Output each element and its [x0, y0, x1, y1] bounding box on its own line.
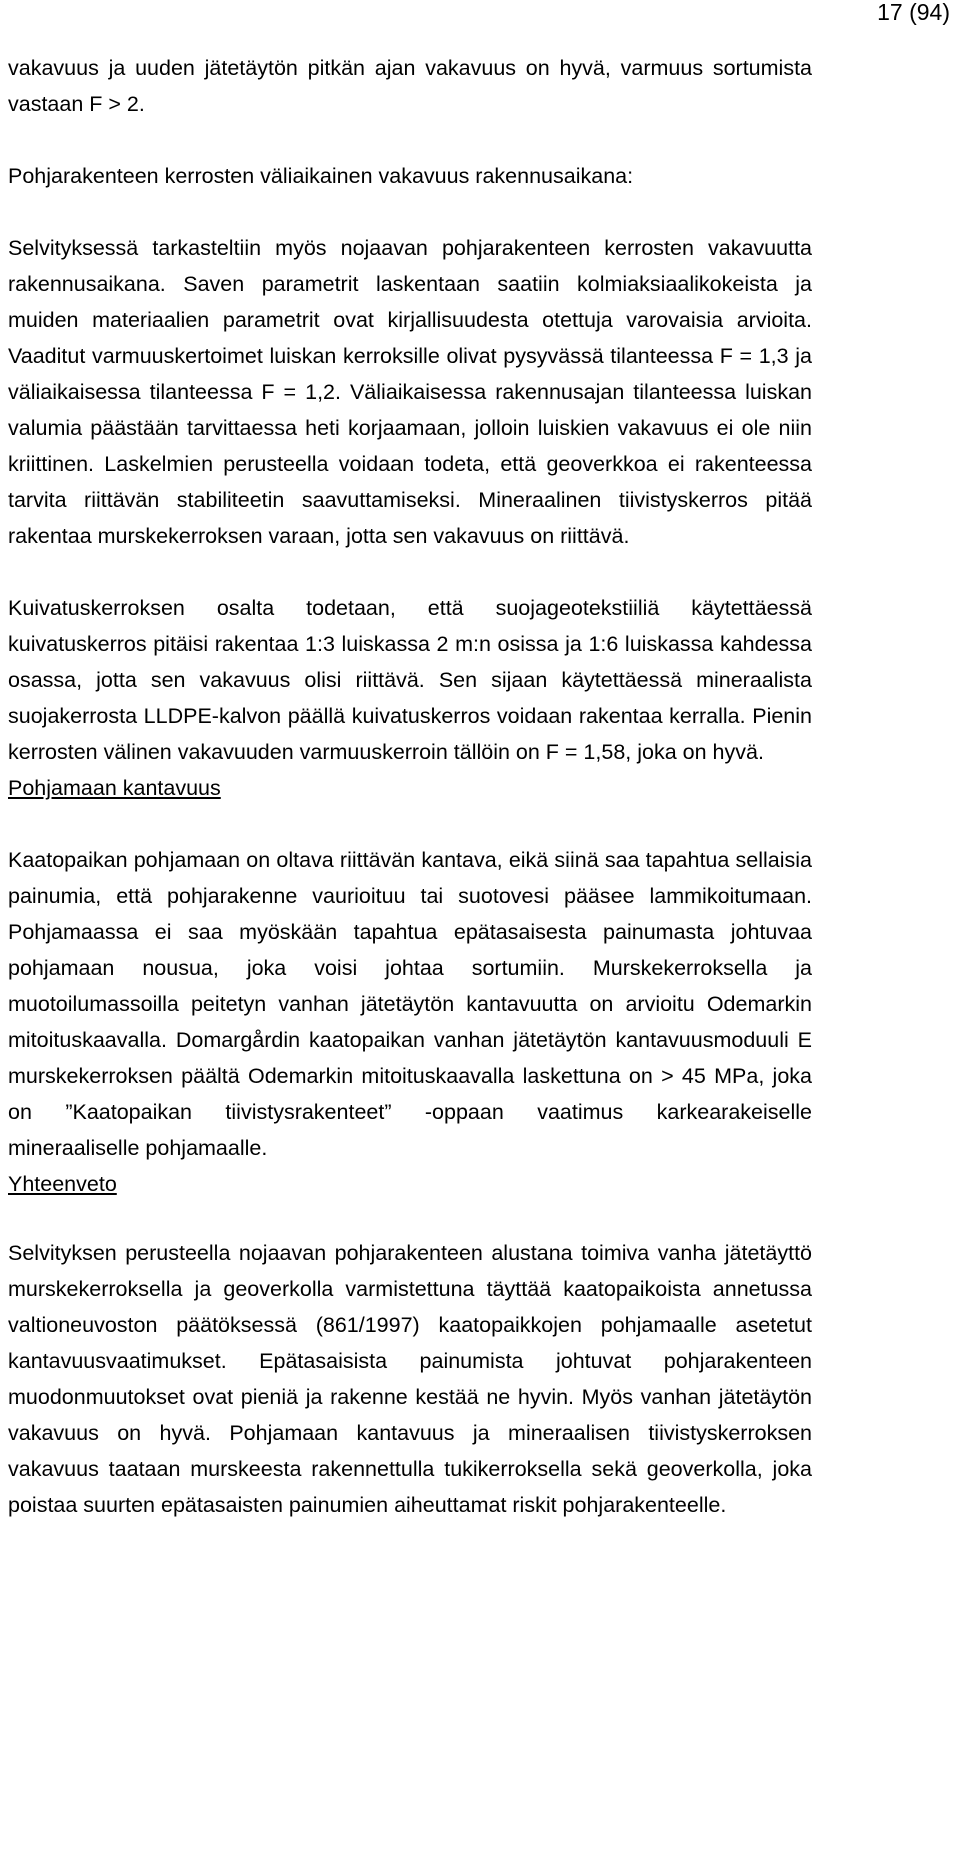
heading-summary: Yhteenveto [8, 1172, 117, 1196]
paragraph-stability-continuation: vakavuus ja uuden jätetäytön pitkän ajan vakavuus on hyvä, varmuus sortumista vastaan F > 2. [8, 56, 812, 116]
paragraph-summary: Selvityksen perusteella nojaavan pohjarakenteen alustana toimiva vanha jätetäyttö murskekerroksella ja geoverkolla varmistettuna täyttää kaatopaikoista annetussa valtioneuvoston päätöksessä (861/1997) kaatopaikkojen pohjamaalle asetetut kantavuusvaatimukset. Epätasaisista painumista johtuvat pohjarakenteen muodonmuutokset ovat pieniä ja rakenne kestää ne hyvin. Myös vanhan jätetäytön vakavuus on hyvä. Pohjamaan kantavuus ja mineraalisen tiivistyskerroksen vakavuus taataan murskeesta rakennettulla tukikerroksella sekä geoverkolla, joka poistaa suurten epätasaisten painumien aiheuttamat riskit pohjarakenteelle. [8, 1241, 812, 1517]
paragraph-drainage-layer: Kuivatuskerroksen osalta todetaan, että suojageotekstiiliä käytettäessä kuivatuskerros pitäisi rakentaa 1:3 luiskassa 2 m:n osissa ja 1:6 luiskassa kahdessa osassa, jotta sen vakavuus olisi riittävä. Sen sijaan käytettäessä mineraalista suojakerrosta LLDPE-kalvon päällä kuivatuskerros voidaan rakentaa kerralla. Pienin kerrosten välinen vakavuuden varmuuskerroin tällöin on F = 1,58, joka on hyvä. [8, 596, 812, 764]
document-body [8, 50, 812, 1523]
paragraph-temporary-stability: Selvityksessä tarkasteltiin myös nojaavan pohjarakenteen kerrosten vakavuutta rakennusaikana. Saven parametrit laskentaan saatiin kolmiaksiaalikokeista ja muiden materiaalien parametrit ovat kirjallisuudesta otettuja varovaisia arvioita. Vaaditut varmuuskertoimet luiskan kerroksille olivat pysyvässä tilanteessa F = 1,3 ja väliaikaisessa tilanteessa F = 1,2. Väliaikaisessa rakennusajan tilanteessa luiskan valumia päästään tarvittaessa heti korjaamaan, jolloin luiskien vakavuus ei ole niin kriittinen. Laskelmien perusteella voidaan todeta, että geoverkkoa ei rakenteessa tarvita riittävän stabiliteetin saavuttamiseksi. Mineraalinen tiivistyskerros pitää rakentaa murskekerroksen varaan, jotta sen vakavuus on riittävä. [8, 236, 812, 548]
paragraph-temporary-stability-intro: Pohjarakenteen kerrosten väliaikainen vakavuus rakennusaikana: [8, 164, 634, 188]
paragraph-bearing-capacity: Kaatopaikan pohjamaan on oltava riittävän kantava, eikä siinä saa tapahtua sellaisia painumia, että pohjarakenne vaurioituu tai suotovesi pääsee lammikoitumaan. Pohjamaassa ei saa myöskään tapahtua epätasaisesta painumasta johtuvaa pohjamaan nousua, joka voisi johtaa sortumiin. Murskekerroksella ja muotoilumassoilla peitetyn vanhan jätetäytön kantavuutta on arvioitu Odemarkin mitoituskaavalla. Domargårdin kaatopaikan vanhan jätetäytön kantavuusmoduuli E murskekerroksen päältä Odemarkin mitoituskaavalla laskettuna on > 45 MPa, joka on ”Kaatopaikan tiivistysrakenteet” -oppaan vaatimus karkearakeiselle mineraaliselle pohjamaalle. [8, 848, 812, 1160]
heading-bearing-capacity: Pohjamaan kantavuus [8, 776, 221, 800]
page-number: 17 (94) [877, 0, 950, 25]
